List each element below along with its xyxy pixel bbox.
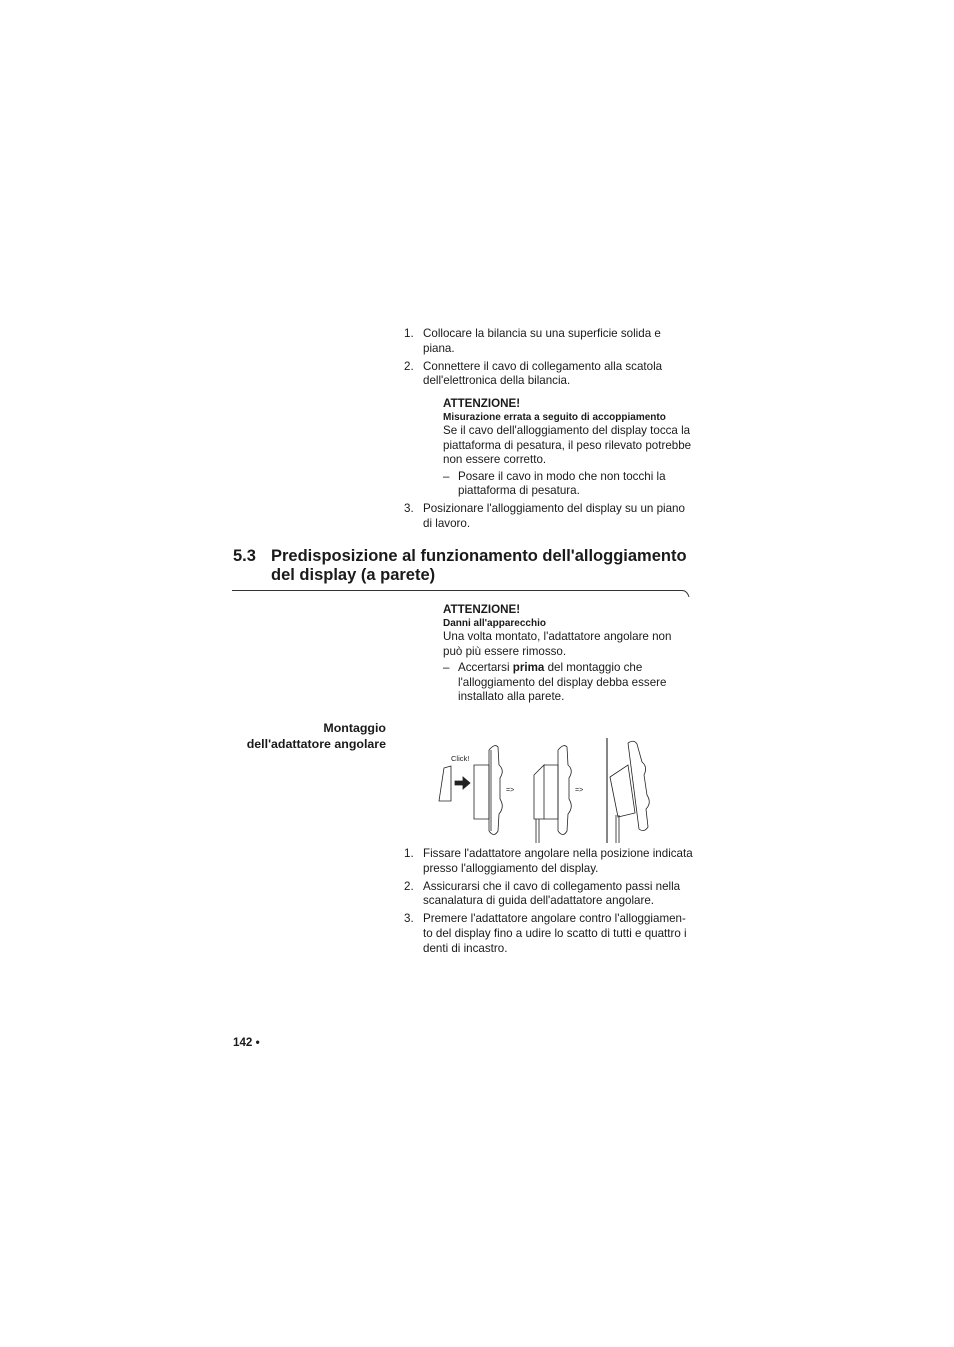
- list-number: 2.: [404, 879, 414, 893]
- warning-box-damage: [443, 603, 693, 705]
- bullet-text-post: del montaggio che l'alloggiamento del display debba essere installato alla parete.: [458, 661, 667, 704]
- list-item: [404, 360, 694, 389]
- warning-bullet: [443, 661, 693, 705]
- warning-bullet-text: [458, 661, 666, 703]
- list-number: 1.: [404, 327, 414, 340]
- flow-arrow-label: =>: [575, 787, 584, 794]
- steps-list-bottom: [404, 847, 694, 960]
- list-item: [404, 912, 694, 956]
- mounting-illustration: [430, 735, 660, 845]
- list-item: [404, 880, 694, 909]
- bullet-text-pre: Accertarsi: [458, 661, 513, 675]
- wall-mounted-housing-icon: [607, 738, 649, 843]
- angle-adapter-icon: [439, 766, 451, 801]
- section-number: 5.3: [233, 547, 256, 565]
- step-three-top: [404, 502, 694, 535]
- warning-box-coupling: [443, 397, 693, 499]
- display-housing-with-adapter-icon: [534, 746, 571, 843]
- steps-list-top: [404, 327, 694, 392]
- warning-title: ATTENZIONE!: [443, 397, 521, 410]
- list-text: Assicurarsi che il cavo di collegamento passi nella scanalatura di guida dell'adattatore angolare.: [423, 879, 681, 908]
- dash-marker: –: [443, 469, 450, 483]
- list-text: Connettere il cavo di collegamento alla scatola dell'elettronica della bilancia.: [423, 359, 663, 388]
- warning-bullet-text: Posare il cavo in modo che non tocchi la piattaforma di pesatura.: [458, 469, 666, 498]
- warning-title: ATTENZIONE!: [443, 603, 521, 616]
- list-text: Fissare l'adattatore angolare nella posizione indicata presso l'alloggiamento del display.: [423, 847, 693, 875]
- list-item: [404, 847, 694, 876]
- list-number: 2.: [404, 359, 414, 373]
- warning-subtitle: Misurazione errata a seguito di accoppiamento: [443, 412, 666, 423]
- dash-marker: –: [443, 661, 450, 675]
- list-text: Collocare la bilancia su una superficie solida e piana.: [423, 327, 661, 355]
- warning-body: Se il cavo dell'alloggiamento del display tocca la piattaforma di pesatura, il peso rilevato potrebbe non essere corretto.: [443, 424, 692, 467]
- bullet-text-emphasis: prima: [512, 661, 545, 675]
- click-label: Click!: [451, 754, 470, 763]
- flow-arrow-label: =>: [506, 787, 515, 794]
- list-number: 1.: [404, 847, 414, 860]
- side-heading-line2: dell'adattatore angolare: [246, 737, 386, 751]
- side-heading: [200, 720, 386, 752]
- warning-body: Una volta montato, l'adattatore angolare non può più essere rimosso.: [443, 630, 672, 658]
- push-arrow-icon: [455, 777, 470, 789]
- list-number: 3.: [404, 912, 414, 926]
- display-housing-icon: [474, 746, 502, 835]
- side-heading-line1: Montaggio: [323, 721, 386, 735]
- section-title: Predisposizione al funzionamento dell'alloggiamento del display (a parete): [271, 547, 687, 584]
- list-item: [404, 327, 694, 356]
- warning-subtitle: Danni all'apparecchio: [443, 618, 546, 629]
- list-text: Premere l'adattatore angolare contro l'alloggiamen-to del display fino a udire lo scatto di tutti e quattro i denti di incastro.: [423, 912, 687, 955]
- list-number: 3.: [404, 502, 414, 515]
- list-item: [404, 502, 694, 531]
- warning-bullet: [443, 470, 693, 499]
- section-rule: [232, 588, 692, 602]
- page-number: 142 •: [233, 1036, 260, 1049]
- list-text: Posizionare l'alloggiamento del display su un piano di lavoro.: [423, 502, 685, 530]
